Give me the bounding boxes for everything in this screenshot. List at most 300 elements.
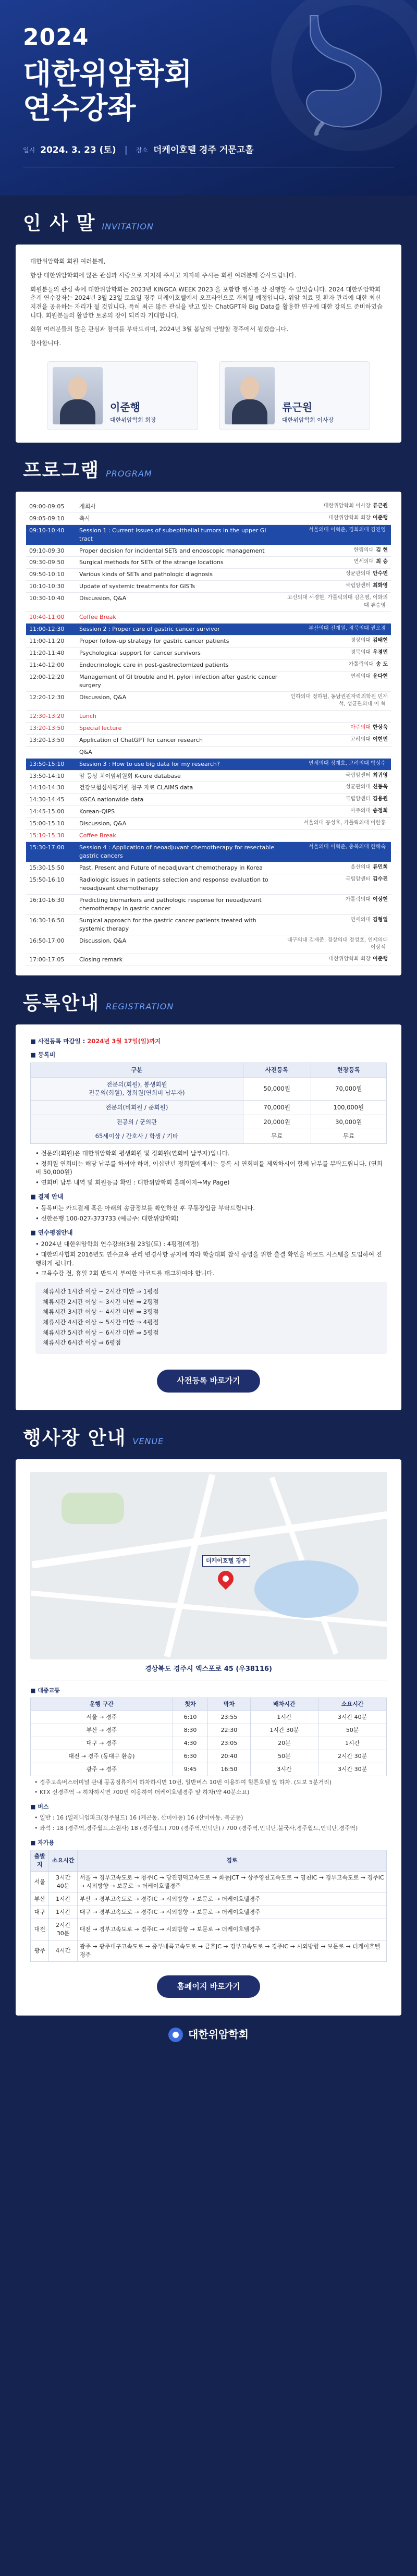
program-topic: Closing remark <box>76 954 283 966</box>
program-speaker <box>283 734 391 746</box>
train-cell: 1시간 <box>318 1737 387 1750</box>
speaker-affiliation: 국립암센터 <box>345 796 371 802</box>
program-time: 14:45-15:00 <box>26 806 76 818</box>
train-header: 소요시간 <box>318 1698 387 1711</box>
car-row <box>31 1940 387 1961</box>
train-cell: 4:30 <box>173 1737 207 1750</box>
fee-table <box>30 1063 387 1144</box>
program-row <box>26 569 391 581</box>
program-speaker <box>283 691 391 710</box>
event-place: 더케이호텔 경주 거문고홀 <box>153 145 254 155</box>
venue-title: 행사장 안내 <box>23 1427 127 1449</box>
pay-item: • 등록비는 카드결제 혹은 아래의 송금정보를 확인하신 후 무통장입금 부탁드립니다. <box>35 1204 387 1213</box>
train-table <box>30 1698 387 1776</box>
train-cell: 1시간 30분 <box>250 1724 318 1737</box>
credit-rule: 체류시간 4시간 이상 ~ 5시간 미만 ⇒ 4평점 <box>43 1318 159 1326</box>
train-header: 배차시간 <box>250 1698 318 1711</box>
program-topic: 건강보험심사평가원 청구 자료 CLAIMS data <box>76 782 283 794</box>
program-row <box>26 818 391 830</box>
program-speaker <box>283 935 391 954</box>
deadline: ■ 사전등록 마감일 : 2024년 3월 17일(일)까지 <box>30 1037 161 1045</box>
speaker-affiliation: 서울의대 공성호, 가톨릭의대 이한홍 <box>303 820 386 826</box>
program-row <box>26 722 391 734</box>
credit-item: • 교육수강 전, 휴일 2회 반드시 부여한 바코드를 태그하여야 합니다. <box>35 1269 387 1278</box>
program-speaker <box>283 660 391 672</box>
invitation-thanks: 감사합니다. <box>30 339 62 347</box>
fee-cell: 전문의(회원), 봉생회원 전문의(회원), 정회원(연회비 납부자) <box>31 1077 243 1100</box>
program-speaker <box>283 593 391 612</box>
program-topic: Endocrinologic care in post-gastrectomized patients <box>76 660 283 672</box>
credit-rule: 체류시간 2시간 이상 ~ 3시간 미만 ⇒ 2평점 <box>43 1298 159 1305</box>
program-speaker <box>283 874 391 894</box>
program-row <box>26 746 391 758</box>
program-topic: Surgical methods for SETs of the strange locations <box>76 557 283 569</box>
speaker-affiliation: 서울의대 이혁준, 경희의대 김진영 <box>309 527 386 533</box>
program-row <box>26 914 391 935</box>
fee-cell: 70,000원 <box>243 1101 311 1115</box>
program-speaker <box>283 722 391 734</box>
profile-role: 대한위암학회 이사장 <box>282 416 334 423</box>
speaker-affiliation: 가톨릭의대 <box>348 662 374 667</box>
fee-row <box>31 1115 387 1129</box>
program-speaker <box>283 914 391 935</box>
program-time: 13:20-13:50 <box>26 734 76 746</box>
program-topic: Q&A <box>76 746 283 758</box>
speaker-affiliation: 대한위암학회 회장 <box>328 515 371 521</box>
profiles <box>30 361 387 430</box>
pointer-icon: ☝ <box>261 1988 269 2004</box>
program-topic: Predicting biomarkers and pathologic response for neoadjuvant chemotherapy in gastric cancer <box>76 894 283 914</box>
registration-heading <box>0 975 417 1024</box>
map-pin-icon <box>215 1568 237 1590</box>
program-row <box>26 557 391 569</box>
speaker-affiliation: 연세의대 <box>353 559 374 565</box>
venue-map[interactable] <box>30 1472 387 1659</box>
train-cell: 서울 → 경주 <box>31 1711 173 1724</box>
car-cell: 광주 <box>31 1940 49 1961</box>
credit-box <box>35 1282 387 1354</box>
program-speaker <box>283 624 391 636</box>
invitation-title-en: INVITATION <box>102 222 154 231</box>
hero-title-line1: 대한위암학회 <box>23 57 192 91</box>
map-pin-label: 더케이호텔 경주 <box>202 1555 250 1567</box>
program-time: 09:10-10:40 <box>26 524 76 545</box>
program-row <box>26 862 391 874</box>
program-topic: Proper follow-up strategy for gastric cancer patients <box>76 636 283 648</box>
train-cell: 2시간 30분 <box>318 1750 387 1763</box>
bus-heading: ■ 버스 <box>30 1803 49 1811</box>
train-row <box>31 1711 387 1724</box>
speaker-affiliation: 고신의대 서경현, 가톨릭의대 김은영, 이화의대 류승영 <box>287 595 388 608</box>
car-row <box>31 1919 387 1940</box>
program-speaker <box>283 648 391 660</box>
profile-card <box>47 361 198 430</box>
train-cell: 6:30 <box>173 1750 207 1763</box>
train-cell: 대구 → 경주 <box>31 1737 173 1750</box>
deadline-value: 2024년 3월 17일(일)까지 <box>87 1037 161 1045</box>
stomach-icon <box>287 10 396 136</box>
program-time: 11:20-11:40 <box>26 648 76 660</box>
pointer-icon: ☝ <box>261 1383 269 1398</box>
speaker-name: 송 도 <box>376 662 388 667</box>
program-speaker <box>283 557 391 569</box>
speaker-name: 김수진 <box>373 876 388 882</box>
program-topic: Discussion, Q&A <box>76 818 283 830</box>
program-time: 10:40-11:00 <box>26 612 76 624</box>
speaker-name: 김태현 <box>373 638 388 644</box>
program-time: 09:30-09:50 <box>26 557 76 569</box>
car-cell: 1시간 <box>49 1906 77 1919</box>
speaker-name: 송정희 <box>373 808 388 814</box>
program-topic: Surgical approach for the gastric cancer patients treated with systemic therapy <box>76 914 283 935</box>
place-label: 장소 <box>136 146 149 154</box>
program-topic: Discussion, Q&A <box>76 935 283 954</box>
program-break-row <box>26 612 391 624</box>
program-topic: Psychological support for cancer survivors <box>76 648 283 660</box>
fee-cell: 70,000원 <box>311 1077 386 1100</box>
fee-cell: 30,000원 <box>311 1115 386 1129</box>
fee-cell: 전공의 / 군의관 <box>31 1115 243 1129</box>
program-time: 09:05-09:10 <box>26 512 76 524</box>
lake <box>254 1560 359 1618</box>
credit-rule: 체류시간 3시간 이상 ~ 4시간 미만 ⇒ 3평점 <box>43 1308 159 1316</box>
program-time: 12:20-12:30 <box>26 691 76 710</box>
pre-register-button[interactable] <box>157 1370 269 1398</box>
program-topic: Korean-QIPS <box>76 806 283 818</box>
program-topic: Update of systemic treatments for GISTs <box>76 581 283 593</box>
program-speaker <box>283 862 391 874</box>
train-cell: 23:55 <box>208 1711 250 1724</box>
speaker-affiliation: 아주의대 <box>350 724 371 730</box>
program-row <box>26 691 391 710</box>
program-topic: Session 1 : Current issues of subepithelial tumors in the upper GI tract <box>76 524 283 545</box>
program-topic: Session 3 : How to use big data for my research? <box>76 758 283 770</box>
fee-header: 사전등록 <box>243 1063 311 1078</box>
fee-cell: 전문의(비회원 / 준회원) <box>31 1101 243 1115</box>
car-cell: 4시간 <box>49 1940 77 1961</box>
speaker-affiliation: 국립암센터 <box>345 772 371 778</box>
bus-label: 버스 <box>38 1803 49 1811</box>
train-note: • 경주고속버스터미널 관내 공공정류에서 하차하시면 10번, 일반버스 10번 이용하여 힐튼호텔 앞 하차. (도보 5분거리) <box>34 1778 332 1786</box>
program-time: 16:30-16:50 <box>26 914 76 935</box>
program-time: 15:10-15:30 <box>26 830 76 842</box>
program-speaker <box>283 710 391 722</box>
credit-rule: 체류시간 5시간 이상 ~ 6시간 미만 ⇒ 5평점 <box>43 1328 159 1336</box>
car-cell: 부산 → 경부고속도로 → 경주IC → 시외방향 → 보문로 → 더케이호텔경주 <box>77 1893 386 1906</box>
car-header: 출발지 <box>31 1850 49 1872</box>
hero-info <box>23 144 254 157</box>
car-cell: 서울 → 경부고속도로 → 청주IC → 당진영덕고속도로 → 화동JCT → 상주영천고속도로 → 영천IC → 경부고속도로 → 경주IC → 시외방향 → 보문로 → 더케이호텔경주 <box>77 1872 386 1893</box>
program-topic: Proper decision for incidental SETs and endoscopic management <box>76 545 283 557</box>
program-time: 12:30-13:20 <box>26 710 76 722</box>
train-row <box>31 1763 387 1776</box>
program-break-row <box>26 710 391 722</box>
program-topic: Special lecture <box>76 722 283 734</box>
fee-label: 등록비 <box>38 1051 56 1059</box>
program-heading <box>0 443 417 492</box>
event-date: 2024. 3. 23 (토) <box>40 145 116 155</box>
speaker-affiliation: 대한위암학회 이사장 <box>323 503 371 509</box>
program-time: 11:00-11:20 <box>26 636 76 648</box>
program-speaker <box>283 770 391 782</box>
profile-photo <box>53 367 103 424</box>
car-header: 소요시간 <box>49 1850 77 1872</box>
bus-item: • 일반 : 16 (일레니엄파크(경주월드) 16 (케곤동, 산미아동) 16 (산미아동, 북군동) <box>34 1814 243 1822</box>
train-note-text: KTX 신경주역 → 하차하시면 700번 이용하여 더케이호텔경주 앞 하차(약 40분소요) <box>40 1789 250 1796</box>
train-header: 첫차 <box>173 1698 207 1711</box>
program-row <box>26 660 391 672</box>
program-speaker <box>283 501 391 512</box>
program-time: 13:20-13:50 <box>26 722 76 734</box>
program-time <box>26 746 76 758</box>
invitation-title: 인 사 말 <box>23 213 96 234</box>
train-cell: 대전 → 경주 (동대구 환승) <box>31 1750 173 1763</box>
program-topic: 암 등상 치이암위원회 K-cure database <box>76 770 283 782</box>
invitation-heading <box>0 196 417 245</box>
fee-cell: 20,000원 <box>243 1115 311 1129</box>
program-time: 14:30-14:45 <box>26 794 76 806</box>
speaker-affiliation: 연세의대 <box>350 673 371 679</box>
program-topic: Various kinds of SETs and pathologic diagnosis <box>76 569 283 581</box>
train-cell: 부산 → 경주 <box>31 1724 173 1737</box>
train-header: 운행 구간 <box>31 1698 173 1711</box>
fee-cell: 무료 <box>311 1129 386 1144</box>
fee-cell: 50,000원 <box>243 1077 311 1100</box>
program-topic: Lunch <box>76 710 283 722</box>
program-time: 11:40-12:00 <box>26 660 76 672</box>
venue-address: 경상북도 경주시 엑스포로 45 (우38116) <box>30 1659 387 1680</box>
pre-register-label: 사전등록 바로가기 <box>177 1376 240 1386</box>
program-row <box>26 671 391 691</box>
venue-card <box>16 1459 401 2016</box>
speaker-name: 김 현 <box>376 547 388 553</box>
car-cell: 서울 <box>31 1872 49 1893</box>
program-time: 10:30-10:40 <box>26 593 76 612</box>
speaker-affiliation: 성균관의대 <box>345 784 371 790</box>
speaker-affiliation: 경북의대 <box>350 650 371 656</box>
program-time: 09:10-09:30 <box>26 545 76 557</box>
program-speaker <box>283 782 391 794</box>
program-topic: Coffee Break <box>76 830 283 842</box>
fee-row <box>31 1077 387 1100</box>
car-row <box>31 1872 387 1893</box>
program-speaker <box>283 954 391 966</box>
car-label: 자가용 <box>38 1839 55 1847</box>
hero-year: 2024 <box>23 24 89 51</box>
speaker-name: 류근원 <box>373 503 388 509</box>
registration-card <box>16 1024 401 1410</box>
train-cell: 3시간 30분 <box>318 1763 387 1776</box>
separator: | <box>124 145 128 155</box>
program-speaker <box>283 545 391 557</box>
train-cell: 20분 <box>250 1737 318 1750</box>
registration-title: 등록안내 <box>23 992 100 1014</box>
program-speaker <box>283 818 391 830</box>
speaker-name: 이준행 <box>373 515 388 521</box>
program-topic: Session 4 : Application of neoadjuvant chemotherapy for resectable gastric cancers <box>76 842 283 862</box>
pay-item: • 신한은행 100-027-373733 (예금주: 대한위암학회) <box>35 1214 387 1223</box>
speaker-affiliation: 부산의대 전재원, 경북의대 권오경 <box>309 626 386 632</box>
fee-heading: ■ 등록비 <box>30 1051 56 1059</box>
speaker-affiliation: 국립암센터 <box>345 583 371 589</box>
footer <box>0 2016 417 2058</box>
program-row <box>26 545 391 557</box>
fee-notes <box>30 1149 387 1187</box>
speaker-name: 최 승 <box>376 559 388 565</box>
program-row <box>26 770 391 782</box>
credit-heading: ■ 연수평점안내 <box>30 1228 73 1236</box>
car-row <box>31 1906 387 1919</box>
program-session-row <box>26 758 391 770</box>
hero-title-line2: 연수강좌 <box>23 91 136 126</box>
program-topic: 개회사 <box>76 501 283 512</box>
program-row <box>26 794 391 806</box>
program-time: 09:00-09:05 <box>26 501 76 512</box>
program-row <box>26 734 391 746</box>
speaker-affiliation: 국립암센터 <box>345 876 371 882</box>
bus-list <box>30 1814 387 1833</box>
profile-name: 류근원 <box>282 400 312 413</box>
fee-cell: 무료 <box>243 1129 311 1144</box>
footer-org: 대한위암학회 <box>188 2028 249 2041</box>
fee-header: 현장등록 <box>311 1063 386 1078</box>
train-note-text: 경주고속버스터미널 관내 공공정류에서 하차하시면 10번, 일반버스 10번 이용하여 힐튼호텔 앞 하차. (도보 5분거리) <box>40 1778 332 1786</box>
program-session-row <box>26 624 391 636</box>
train-cell: 6:10 <box>173 1711 207 1724</box>
train-cell: 3시간 <box>250 1763 318 1776</box>
car-cell: 1시간 <box>49 1893 77 1906</box>
train-notes <box>30 1778 387 1797</box>
program-speaker <box>283 794 391 806</box>
program-topic: 축사 <box>76 512 283 524</box>
speaker-name: 김형일 <box>373 917 388 923</box>
program-time: 12:00-12:20 <box>26 671 76 691</box>
program-time: 17:00-17:05 <box>26 954 76 966</box>
speaker-name: 윤다현 <box>373 673 388 679</box>
program-speaker <box>283 636 391 648</box>
car-row <box>31 1893 387 1906</box>
program-row <box>26 501 391 512</box>
fee-cell: 65세이상 / 간호사 / 학생 / 기타 <box>31 1129 243 1144</box>
program-time: 11:00-12:30 <box>26 624 76 636</box>
program-time: 15:50-16:10 <box>26 874 76 894</box>
program-speaker <box>283 830 391 842</box>
program-topic: Management of GI trouble and H. pylori infection after gastric cancer surgery <box>76 671 283 691</box>
speaker-affiliation: 아주의대 <box>350 808 371 814</box>
program-speaker <box>283 524 391 545</box>
car-cell: 대전 → 경부고속도로 → 경주IC → 시외방향 → 보문로 → 더케이호텔경주 <box>77 1919 386 1940</box>
credit-list <box>30 1240 387 1278</box>
speaker-name: 신동욱 <box>373 784 388 790</box>
speaker-name: 한상욱 <box>373 724 388 730</box>
train-row <box>31 1737 387 1750</box>
speaker-name: 이현민 <box>373 736 388 742</box>
pay-heading: ■ 결제 안내 <box>30 1192 64 1200</box>
program-speaker <box>283 612 391 624</box>
train-cell: 3시간 40분 <box>318 1711 387 1724</box>
program-topic: Radiologic issues in patients selection and response evaluation to neoadjuvant chemotherapy <box>76 874 283 894</box>
speaker-name: 류민희 <box>373 864 388 870</box>
speaker-affiliation: 서울의대 이혁준, 충북의대 한해숙 <box>309 844 386 850</box>
venue-title-en: VENUE <box>132 1436 164 1446</box>
train-cell: 1시간 <box>250 1711 318 1724</box>
pay-list <box>30 1204 387 1223</box>
program-time: 16:10-16:30 <box>26 894 76 914</box>
program-time: 16:50-17:00 <box>26 935 76 954</box>
car-cell: 광주 → 광주대구고속도로 → 중부내륙고속도로 → 금호JC → 경부고속도로 → 경주IC → 시외방향 → 보문로 → 더케이호텔경주 <box>77 1940 386 1961</box>
invitation-paragraph-2: 회원분들의 관심 속에 대한위암학회는 2023년 KINGCA WEEK 2023 을 포함한 행사를 잘 진행할 수 있었습니다. 2024 대한위암학회 춘계 연수강좌는 2024년 3월 23일 토요일 경주 더케이호텔에서 오프라인으로 개최될 예정입니다. 위암 치료 및 환자 관리에 대한 최신 지견을 공유하는 자리가 될 것입니다. 특히 최근 많은 관심을 받고 있는 ChatGPT와 Big Data를 활용한 연구에 대한 강의도 준비하였습니다. 회원분들의 활발한 토론의 장이 되리라 기대합니다. <box>30 285 383 319</box>
fee-note: • 전문의(회원)은 대한위암학회 평생회원 및 정회원(연회비 납부자)입니다. <box>35 1149 387 1158</box>
program-topic: Discussion, Q&A <box>76 593 283 612</box>
car-cell: 대전 <box>31 1919 49 1940</box>
speaker-affiliation: 가톨릭의대 <box>345 896 371 902</box>
train-cell: 50분 <box>250 1750 318 1763</box>
credit-rule: 체류시간 6시간 이상 ⇒ 6평점 <box>43 1339 121 1347</box>
credit-item: • 2024년 대한위암학회 연수강좌(3월 23일(토) : 4평점(예정) <box>35 1240 387 1249</box>
fee-note: • 정회원 연회비는 해당 납부를 하셔야 하며, 이십만년 정회원에게서는 등록 시 연회비를 제외하시어 함께 납부를 부탁드립니다. (연회비 50,000원) <box>35 1159 387 1177</box>
homepage-button-wrap <box>30 1962 387 2004</box>
program-time: 13:50-14:10 <box>26 770 76 782</box>
society-logo-icon <box>168 2028 183 2042</box>
profile-role: 대한위암학회 회장 <box>110 416 156 423</box>
train-cell: 16:50 <box>208 1763 250 1776</box>
program-time: 09:50-10:10 <box>26 569 76 581</box>
profile-photo <box>225 367 275 424</box>
speaker-affiliation: 고려의대 <box>350 736 371 742</box>
speaker-name: 우경민 <box>373 650 388 656</box>
profile-card <box>219 361 370 430</box>
speaker-name: 이상현 <box>373 896 388 902</box>
fee-row <box>31 1129 387 1144</box>
train-cell: 9:45 <box>173 1763 207 1776</box>
speaker-name: 이준행 <box>373 956 388 962</box>
program-row <box>26 636 391 648</box>
program-session-row <box>26 842 391 862</box>
car-cell: 부산 <box>31 1893 49 1906</box>
train-cell: 광주 → 경주 <box>31 1763 173 1776</box>
program-row <box>26 581 391 593</box>
car-cell: 3시간 40분 <box>49 1872 77 1893</box>
car-cell: 대구 <box>31 1906 49 1919</box>
program-speaker <box>283 894 391 914</box>
program-row <box>26 512 391 524</box>
speaker-affiliation: 한림의대 <box>353 547 374 553</box>
car-heading: ■ 자가용 <box>30 1839 55 1847</box>
program-title: 프로그램 <box>23 459 100 481</box>
program-topic: Session 2 : Proper care of gastric cancer survivor <box>76 624 283 636</box>
fee-row <box>31 1101 387 1115</box>
program-time: 15:00-15:10 <box>26 818 76 830</box>
train-cell: 8:30 <box>173 1724 207 1737</box>
program-title-en: PROGRAM <box>106 468 152 479</box>
registration-title-en: REGISTRATION <box>106 1001 174 1011</box>
train-cell: 22:30 <box>208 1724 250 1737</box>
program-topic: Past, Present and Future of neoadjuvant chemotherapy in Korea <box>76 862 283 874</box>
program-card <box>16 492 401 975</box>
homepage-button[interactable] <box>157 1975 269 2004</box>
speaker-affiliation: 성균관의대 <box>345 571 371 577</box>
invitation-paragraph-1: 항상 대한위암학회에 많은 관심과 사랑으로 지지해 주시고 지지해 주시는 회원 여러분께 감사드립니다. <box>30 271 297 279</box>
fee-cell: 100,000원 <box>311 1101 386 1115</box>
car-table <box>30 1850 387 1961</box>
profile-name: 이준행 <box>110 400 140 413</box>
speaker-name: 최귀영 <box>373 772 388 778</box>
train-cell: 20:40 <box>208 1750 250 1763</box>
program-row <box>26 874 391 894</box>
program-topic: KGCA nationwide data <box>76 794 283 806</box>
program-speaker <box>283 569 391 581</box>
credit-rule: 체류시간 1시간 이상 ~ 2시간 미만 ⇒ 1평점 <box>43 1288 159 1296</box>
